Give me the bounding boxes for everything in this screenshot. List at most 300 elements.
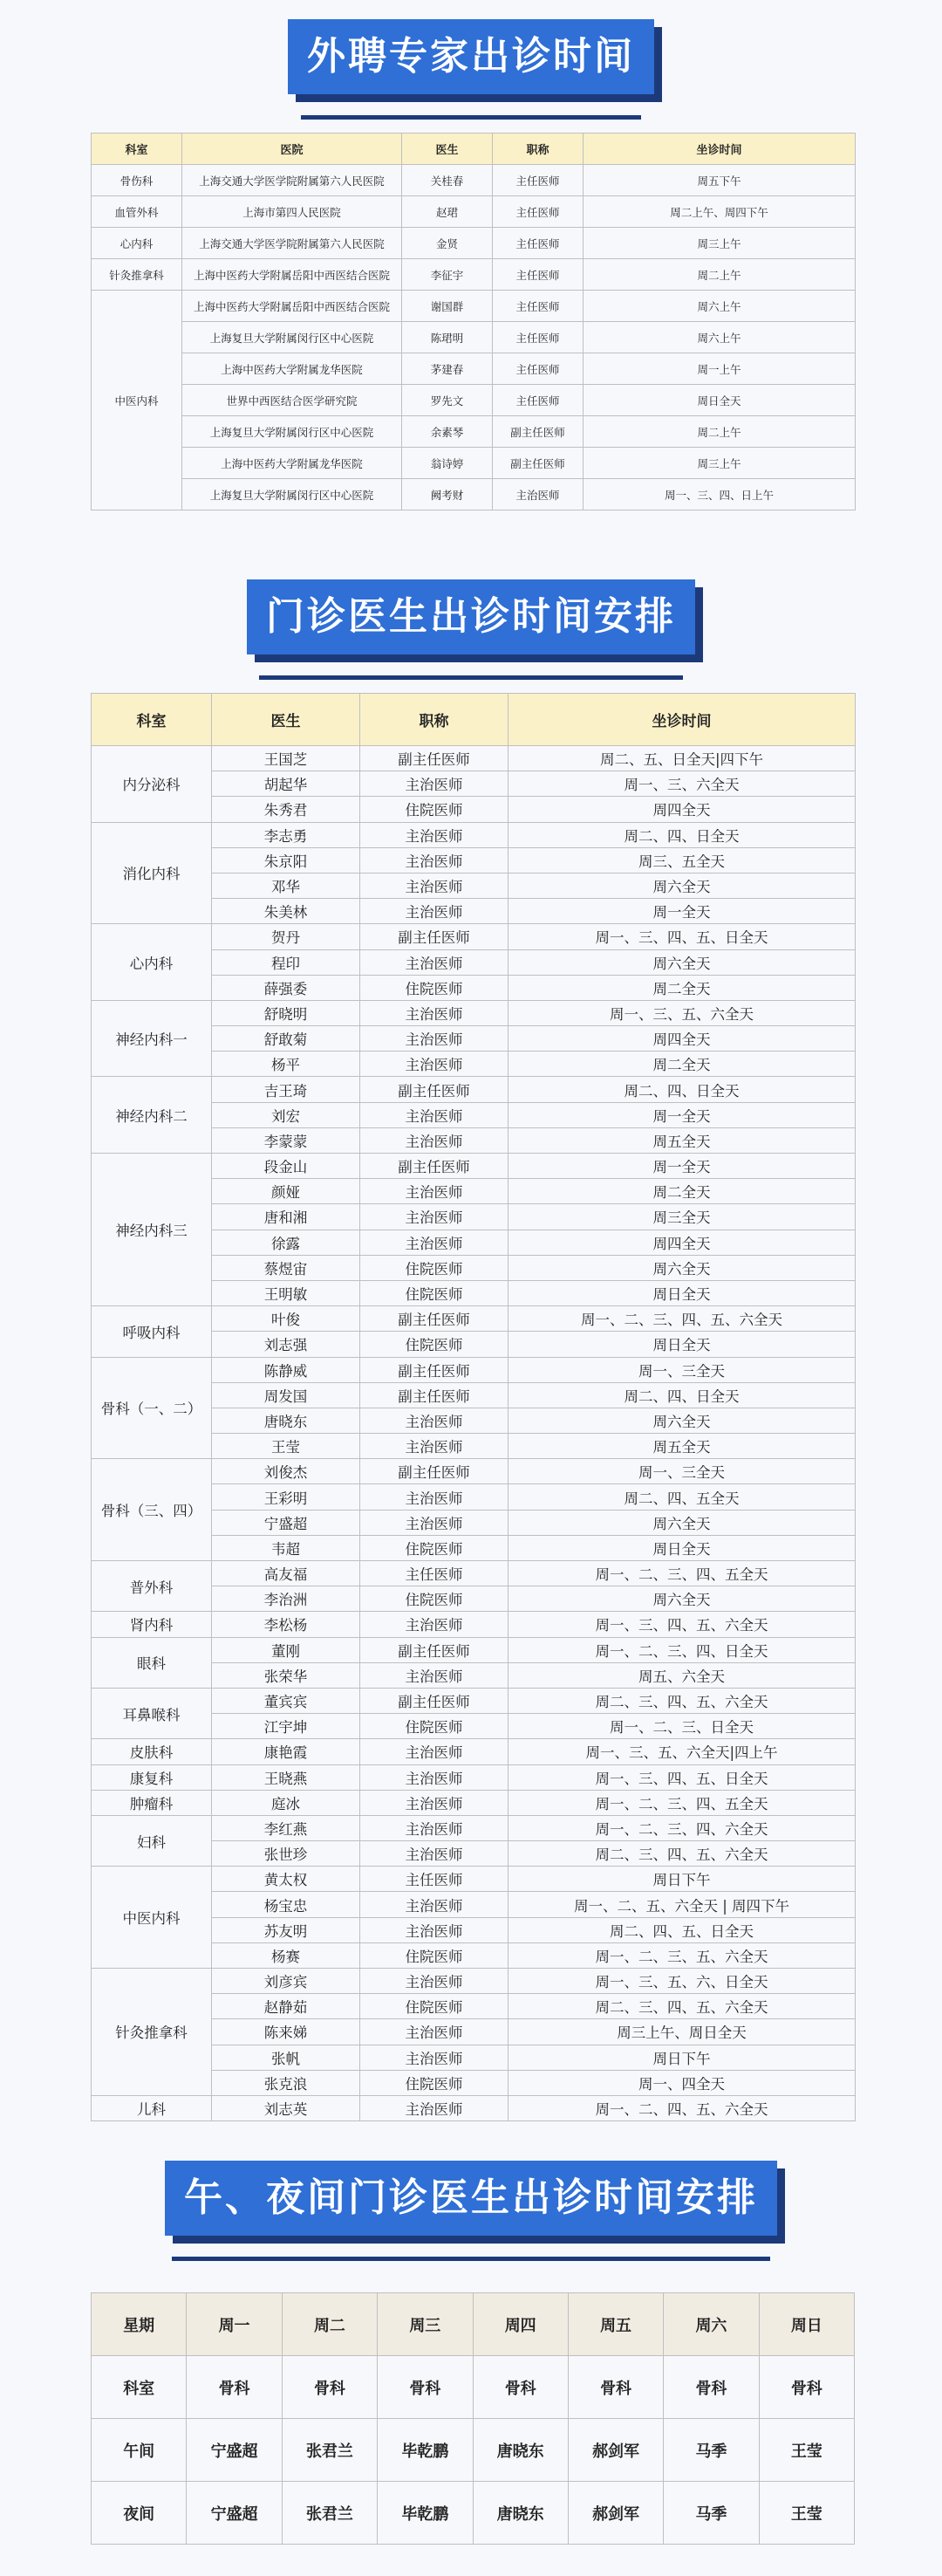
doctor-cell: 张世珍 bbox=[212, 1841, 360, 1867]
section2-title-underline bbox=[259, 675, 683, 680]
title-cell: 主治医师 bbox=[360, 1408, 509, 1433]
time-cell: 周一、三、六全天 bbox=[509, 771, 856, 797]
title-cell: 主治医师 bbox=[360, 771, 509, 797]
title-cell: 主任医师 bbox=[493, 291, 584, 322]
weekday-cell: 周一 bbox=[187, 2293, 282, 2356]
dept-cell: 皮肤科 bbox=[92, 1739, 212, 1764]
table-row bbox=[92, 1739, 856, 1764]
title-cell: 主治医师 bbox=[360, 899, 509, 924]
row-label-cell: 夜间 bbox=[92, 2482, 187, 2545]
table-row bbox=[92, 746, 856, 771]
time-cell: 周二、五、日全天|四下午 bbox=[509, 746, 856, 771]
title-cell: 主治医师 bbox=[360, 1662, 509, 1688]
doctor-cell: 蔡煜宙 bbox=[212, 1255, 360, 1280]
table-row bbox=[92, 1969, 856, 1994]
doctor-cell: 江宇坤 bbox=[212, 1714, 360, 1739]
noon-night-schedule-table bbox=[91, 2292, 855, 2545]
doctor-cell: 周发国 bbox=[212, 1382, 360, 1408]
doctor-cell: 刘俊杰 bbox=[212, 1459, 360, 1484]
table-row bbox=[92, 1357, 856, 1382]
doctor-cell: 高友福 bbox=[212, 1561, 360, 1586]
header-cell: 科室 bbox=[92, 134, 182, 165]
table-row bbox=[92, 196, 856, 228]
time-cell: 周六全天 bbox=[509, 949, 856, 975]
time-cell: 周一、二、三、日全天 bbox=[509, 1714, 856, 1739]
doctor-cell: 董宾宾 bbox=[212, 1688, 360, 1713]
title-cell: 住院医师 bbox=[360, 1994, 509, 2019]
header-cell: 科室 bbox=[92, 694, 212, 746]
title-cell: 主治医师 bbox=[360, 1969, 509, 1994]
time-cell: 周一、三、五、六、日全天 bbox=[509, 1969, 856, 1994]
doctor-cell: 程印 bbox=[212, 949, 360, 975]
title-cell: 主治医师 bbox=[360, 1204, 509, 1230]
dept-cell: 心内科 bbox=[92, 228, 182, 259]
value-cell: 张君兰 bbox=[282, 2419, 377, 2482]
external-experts-header-row bbox=[92, 134, 856, 165]
doctor-cell: 吉王琦 bbox=[212, 1077, 360, 1102]
header-cell: 医生 bbox=[402, 134, 493, 165]
table-row bbox=[92, 291, 856, 322]
time-cell: 周日全天 bbox=[509, 1535, 856, 1560]
table-row bbox=[92, 479, 856, 510]
dept-cell: 骨科（三、四） bbox=[92, 1459, 212, 1561]
external-experts-table bbox=[91, 133, 856, 510]
header-cell: 职称 bbox=[493, 134, 584, 165]
table-row bbox=[92, 1688, 856, 1713]
time-cell: 周日下午 bbox=[509, 1867, 856, 1892]
hospital-cell: 上海中医药大学附属龙华医院 bbox=[182, 448, 402, 479]
section1-title-wrap bbox=[0, 19, 942, 120]
doctor-cell: 王彩明 bbox=[212, 1484, 360, 1510]
time-cell: 周二上午、周四下午 bbox=[584, 196, 856, 228]
table-row bbox=[92, 1867, 856, 1892]
weekday-cell: 周三 bbox=[378, 2293, 473, 2356]
time-cell: 周二、三、四、五、六全天 bbox=[509, 1841, 856, 1867]
table-row bbox=[92, 1764, 856, 1790]
dept-cell: 肾内科 bbox=[92, 1612, 212, 1637]
table-row bbox=[92, 1077, 856, 1102]
doctor-cell: 韦超 bbox=[212, 1535, 360, 1560]
title-cell: 副主任医师 bbox=[493, 416, 584, 448]
header-cell: 医院 bbox=[182, 134, 402, 165]
doctor-cell: 李蒙蒙 bbox=[212, 1127, 360, 1153]
title-cell: 副主任医师 bbox=[360, 1688, 509, 1713]
time-cell: 周三、五全天 bbox=[509, 847, 856, 873]
title-cell: 副主任医师 bbox=[360, 1357, 509, 1382]
value-cell: 骨科 bbox=[568, 2356, 663, 2419]
dept-cell: 康复科 bbox=[92, 1764, 212, 1790]
dept-cell: 中医内科 bbox=[92, 1867, 212, 1969]
time-cell: 周二全天 bbox=[509, 975, 856, 1000]
time-cell: 周六上午 bbox=[584, 322, 856, 353]
time-cell: 周一、二、三、四、五、六全天 bbox=[509, 1306, 856, 1332]
title-cell: 主治医师 bbox=[360, 1739, 509, 1764]
row-label-cell: 科室 bbox=[92, 2356, 187, 2419]
time-cell: 周二上午 bbox=[584, 259, 856, 291]
title-cell: 主任医师 bbox=[360, 1561, 509, 1586]
title-cell: 主治医师 bbox=[360, 1052, 509, 1077]
time-cell: 周二全天 bbox=[509, 1052, 856, 1077]
weekday-cell: 周六 bbox=[664, 2293, 759, 2356]
section1-title: 外聘专家出诊时间 bbox=[288, 19, 654, 94]
doctor-cell: 贺丹 bbox=[212, 924, 360, 949]
time-cell: 周一、二、五、六全天 | 周四下午 bbox=[509, 1892, 856, 1917]
time-cell: 周一、二、三、四、六全天 bbox=[509, 1815, 856, 1840]
dept-cell: 普外科 bbox=[92, 1561, 212, 1612]
doctor-cell: 王晓燕 bbox=[212, 1764, 360, 1790]
value-cell: 毕乾鹏 bbox=[378, 2419, 473, 2482]
value-cell: 郝剑军 bbox=[568, 2419, 663, 2482]
doctor-cell: 陈来娣 bbox=[212, 2019, 360, 2045]
title-cell: 住院医师 bbox=[360, 1586, 509, 1612]
title-cell: 主任医师 bbox=[360, 1867, 509, 1892]
table-row bbox=[92, 2095, 856, 2120]
table-row bbox=[92, 228, 856, 259]
weekday-cell: 周日 bbox=[759, 2293, 854, 2356]
dept-cell: 神经内科三 bbox=[92, 1154, 212, 1306]
doctor-cell: 刘彦宾 bbox=[212, 1969, 360, 1994]
time-cell: 周二、四、日全天 bbox=[509, 1077, 856, 1102]
table-row bbox=[92, 1637, 856, 1662]
doctor-cell: 陈静威 bbox=[212, 1357, 360, 1382]
doctor-cell: 茅建春 bbox=[402, 353, 493, 385]
title-cell: 副主任医师 bbox=[360, 1382, 509, 1408]
dept-cell: 心内科 bbox=[92, 924, 212, 1001]
table-row bbox=[92, 2419, 855, 2482]
doctor-cell: 舒晓明 bbox=[212, 1000, 360, 1025]
table-row bbox=[92, 2356, 855, 2419]
time-cell: 周一全天 bbox=[509, 1154, 856, 1179]
dept-cell: 神经内科二 bbox=[92, 1077, 212, 1154]
time-cell: 周一上午 bbox=[584, 353, 856, 385]
doctor-cell: 关桂春 bbox=[402, 165, 493, 196]
time-cell: 周二、三、四、五、六全天 bbox=[509, 1994, 856, 2019]
title-cell: 主任医师 bbox=[493, 385, 584, 416]
doctor-cell: 金贤 bbox=[402, 228, 493, 259]
time-cell: 周二、四、日全天 bbox=[509, 822, 856, 847]
dept-cell: 骨科（一、二） bbox=[92, 1357, 212, 1459]
value-cell: 唐晓东 bbox=[473, 2482, 568, 2545]
value-cell: 马季 bbox=[664, 2419, 759, 2482]
doctor-cell: 张帆 bbox=[212, 2045, 360, 2070]
dept-cell: 儿科 bbox=[92, 2095, 212, 2120]
section1-title-underline bbox=[301, 115, 641, 120]
hospital-cell: 上海市第四人民医院 bbox=[182, 196, 402, 228]
time-cell: 周日全天 bbox=[509, 1332, 856, 1357]
section2-title-wrap bbox=[0, 579, 942, 680]
doctor-cell: 赵珺 bbox=[402, 196, 493, 228]
title-cell: 住院医师 bbox=[360, 975, 509, 1000]
weekday-label-cell: 星期 bbox=[92, 2293, 187, 2356]
doctor-cell: 杨平 bbox=[212, 1052, 360, 1077]
time-cell: 周一、二、三、五、六全天 bbox=[509, 1942, 856, 1968]
hospital-cell: 上海交通大学医学院附属第六人民医院 bbox=[182, 165, 402, 196]
doctor-cell: 李志勇 bbox=[212, 822, 360, 847]
table-row bbox=[92, 1000, 856, 1025]
doctor-cell: 舒敢菊 bbox=[212, 1026, 360, 1052]
title-cell: 副主任医师 bbox=[360, 1459, 509, 1484]
hospital-cell: 上海中医药大学附属岳阳中西医结合医院 bbox=[182, 259, 402, 291]
time-cell: 周一、二、三、四、日全天 bbox=[509, 1637, 856, 1662]
title-cell: 主治医师 bbox=[360, 847, 509, 873]
value-cell: 毕乾鹏 bbox=[378, 2482, 473, 2545]
hospital-cell: 上海中医药大学附属龙华医院 bbox=[182, 353, 402, 385]
weekday-cell: 周四 bbox=[473, 2293, 568, 2356]
title-cell: 主治医师 bbox=[360, 1102, 509, 1127]
value-cell: 骨科 bbox=[378, 2356, 473, 2419]
title-cell: 主治医师 bbox=[360, 1484, 509, 1510]
time-cell: 周六全天 bbox=[509, 1255, 856, 1280]
time-cell: 周一、二、三、四、五全天 bbox=[509, 1790, 856, 1815]
doctor-cell: 张克浪 bbox=[212, 2070, 360, 2095]
time-cell: 周二上午 bbox=[584, 416, 856, 448]
title-cell: 住院医师 bbox=[360, 1280, 509, 1305]
time-cell: 周一、二、三、四、五全天 bbox=[509, 1561, 856, 1586]
value-cell: 马季 bbox=[664, 2482, 759, 2545]
doctor-cell: 谢国群 bbox=[402, 291, 493, 322]
title-cell: 主治医师 bbox=[360, 1764, 509, 1790]
table-row bbox=[92, 1306, 856, 1332]
time-cell: 周四全天 bbox=[509, 1026, 856, 1052]
table-row bbox=[92, 385, 856, 416]
section2-title: 门诊医生出诊时间安排 bbox=[247, 579, 695, 654]
title-cell: 住院医师 bbox=[360, 1535, 509, 1560]
title-cell: 主任医师 bbox=[493, 228, 584, 259]
value-cell: 郝剑军 bbox=[568, 2482, 663, 2545]
title-cell: 主治医师 bbox=[360, 2095, 509, 2120]
time-cell: 周一、三、四、五、六全天 bbox=[509, 1612, 856, 1637]
doctor-cell: 庭冰 bbox=[212, 1790, 360, 1815]
table-row bbox=[92, 1790, 856, 1815]
title-cell: 主治医师 bbox=[360, 1179, 509, 1204]
table-row bbox=[92, 924, 856, 949]
time-cell: 周六全天 bbox=[509, 1586, 856, 1612]
time-cell: 周一、三、五、六全天|四上午 bbox=[509, 1739, 856, 1764]
table-row bbox=[92, 1459, 856, 1484]
title-cell: 副主任医师 bbox=[360, 1306, 509, 1332]
doctor-cell: 翁诗婷 bbox=[402, 448, 493, 479]
table-row bbox=[92, 1815, 856, 1840]
title-cell: 住院医师 bbox=[360, 1942, 509, 1968]
header-cell: 职称 bbox=[360, 694, 509, 746]
title-cell: 副主任医师 bbox=[360, 1637, 509, 1662]
title-cell: 主治医师 bbox=[360, 1612, 509, 1637]
doctor-cell: 苏友明 bbox=[212, 1917, 360, 1942]
title-cell: 主治医师 bbox=[360, 1127, 509, 1153]
table-row bbox=[92, 165, 856, 196]
value-cell: 宁盛超 bbox=[187, 2482, 282, 2545]
title-cell: 主治医师 bbox=[493, 479, 584, 510]
value-cell: 骨科 bbox=[187, 2356, 282, 2419]
dept-cell: 眼科 bbox=[92, 1637, 212, 1688]
header-cell: 坐诊时间 bbox=[509, 694, 856, 746]
hospital-cell: 上海复旦大学附属闵行区中心医院 bbox=[182, 322, 402, 353]
hospital-cell: 上海复旦大学附属闵行区中心医院 bbox=[182, 479, 402, 510]
doctor-cell: 唐和湘 bbox=[212, 1204, 360, 1230]
noon-night-header-row bbox=[92, 2293, 855, 2356]
time-cell: 周二、四、五、日全天 bbox=[509, 1917, 856, 1942]
doctor-cell: 黄太权 bbox=[212, 1867, 360, 1892]
time-cell: 周一、三、四、五、日全天 bbox=[509, 924, 856, 949]
time-cell: 周二全天 bbox=[509, 1179, 856, 1204]
time-cell: 周三上午 bbox=[584, 228, 856, 259]
time-cell: 周五全天 bbox=[509, 1434, 856, 1459]
dept-cell: 呼吸内科 bbox=[92, 1306, 212, 1357]
outpatient-schedule-header-row bbox=[92, 694, 856, 746]
doctor-cell: 邓华 bbox=[212, 873, 360, 898]
time-cell: 周一、三全天 bbox=[509, 1459, 856, 1484]
doctor-cell: 王莹 bbox=[212, 1434, 360, 1459]
value-cell: 宁盛超 bbox=[187, 2419, 282, 2482]
dept-cell: 内分泌科 bbox=[92, 746, 212, 823]
table-row bbox=[92, 1154, 856, 1179]
table-row bbox=[92, 322, 856, 353]
doctor-cell: 李松杨 bbox=[212, 1612, 360, 1637]
doctor-cell: 胡起华 bbox=[212, 771, 360, 797]
title-cell: 主治医师 bbox=[360, 1917, 509, 1942]
outpatient-schedule-table bbox=[91, 693, 856, 2121]
title-cell: 主任医师 bbox=[493, 165, 584, 196]
doctor-cell: 刘宏 bbox=[212, 1102, 360, 1127]
title-cell: 主治医师 bbox=[360, 1510, 509, 1535]
doctor-cell: 李征宇 bbox=[402, 259, 493, 291]
doctor-cell: 阙考财 bbox=[402, 479, 493, 510]
time-cell: 周二、四、日全天 bbox=[509, 1382, 856, 1408]
table-row bbox=[92, 448, 856, 479]
time-cell: 周三全天 bbox=[509, 1204, 856, 1230]
title-cell: 主治医师 bbox=[360, 1000, 509, 1025]
time-cell: 周五全天 bbox=[509, 1127, 856, 1153]
time-cell: 周一、三、四、五、日全天 bbox=[509, 1764, 856, 1790]
hospital-cell: 世界中西医结合医学研究院 bbox=[182, 385, 402, 416]
doctor-cell: 叶俊 bbox=[212, 1306, 360, 1332]
title-cell: 主治医师 bbox=[360, 949, 509, 975]
time-cell: 周二、三、四、五、六全天 bbox=[509, 1688, 856, 1713]
header-cell: 医生 bbox=[212, 694, 360, 746]
value-cell: 王莹 bbox=[759, 2482, 854, 2545]
doctor-cell: 余素琴 bbox=[402, 416, 493, 448]
doctor-cell: 刘志强 bbox=[212, 1332, 360, 1357]
title-cell: 主治医师 bbox=[360, 1434, 509, 1459]
value-cell: 骨科 bbox=[664, 2356, 759, 2419]
dept-cell: 肿瘤科 bbox=[92, 1790, 212, 1815]
value-cell: 骨科 bbox=[282, 2356, 377, 2419]
title-cell: 主治医师 bbox=[360, 1026, 509, 1052]
time-cell: 周日全天 bbox=[509, 1280, 856, 1305]
time-cell: 周五下午 bbox=[584, 165, 856, 196]
time-cell: 周一全天 bbox=[509, 1102, 856, 1127]
doctor-cell: 唐晓东 bbox=[212, 1408, 360, 1433]
table-row bbox=[92, 1561, 856, 1586]
title-cell: 住院医师 bbox=[360, 1714, 509, 1739]
table-row bbox=[92, 353, 856, 385]
table-row bbox=[92, 822, 856, 847]
doctor-cell: 杨宝忠 bbox=[212, 1892, 360, 1917]
title-cell: 主治医师 bbox=[360, 1230, 509, 1255]
dept-cell: 耳鼻喉科 bbox=[92, 1688, 212, 1738]
title-cell: 副主任医师 bbox=[493, 448, 584, 479]
title-cell: 副主任医师 bbox=[360, 1154, 509, 1179]
dept-cell: 骨伤科 bbox=[92, 165, 182, 196]
doctor-cell: 李治洲 bbox=[212, 1586, 360, 1612]
title-cell: 主治医师 bbox=[360, 2045, 509, 2070]
table-row bbox=[92, 2482, 855, 2545]
title-cell: 副主任医师 bbox=[360, 1077, 509, 1102]
dept-cell: 针灸推拿科 bbox=[92, 259, 182, 291]
time-cell: 周日下午 bbox=[509, 2045, 856, 2070]
doctor-cell: 刘志英 bbox=[212, 2095, 360, 2120]
doctor-cell: 朱秀君 bbox=[212, 797, 360, 822]
value-cell: 王莹 bbox=[759, 2419, 854, 2482]
title-cell: 主任医师 bbox=[493, 259, 584, 291]
time-cell: 周一、四全天 bbox=[509, 2070, 856, 2095]
value-cell: 骨科 bbox=[473, 2356, 568, 2419]
time-cell: 周一、二、四、五、六全天 bbox=[509, 2095, 856, 2120]
row-label-cell: 午间 bbox=[92, 2419, 187, 2482]
doctor-cell: 王国芝 bbox=[212, 746, 360, 771]
time-cell: 周四全天 bbox=[509, 1230, 856, 1255]
hospital-cell: 上海交通大学医学院附属第六人民医院 bbox=[182, 228, 402, 259]
dept-cell: 神经内科一 bbox=[92, 1000, 212, 1077]
doctor-cell: 颜娅 bbox=[212, 1179, 360, 1204]
title-cell: 主任医师 bbox=[493, 196, 584, 228]
doctor-cell: 陈珺明 bbox=[402, 322, 493, 353]
doctor-cell: 董刚 bbox=[212, 1637, 360, 1662]
dept-cell: 消化内科 bbox=[92, 822, 212, 924]
doctor-cell: 张荣华 bbox=[212, 1662, 360, 1688]
title-cell: 住院医师 bbox=[360, 2070, 509, 2095]
time-cell: 周六上午 bbox=[584, 291, 856, 322]
title-cell: 副主任医师 bbox=[360, 924, 509, 949]
dept-cell: 中医内科 bbox=[92, 291, 182, 510]
time-cell: 周四全天 bbox=[509, 797, 856, 822]
time-cell: 周六全天 bbox=[509, 1408, 856, 1433]
section3-title-wrap bbox=[0, 2161, 942, 2261]
dept-cell: 妇科 bbox=[92, 1815, 212, 1866]
value-cell: 张君兰 bbox=[282, 2482, 377, 2545]
time-cell: 周一、三、四、日上午 bbox=[584, 479, 856, 510]
value-cell: 唐晓东 bbox=[473, 2419, 568, 2482]
table-row bbox=[92, 1612, 856, 1637]
doctor-cell: 薛强委 bbox=[212, 975, 360, 1000]
doctor-cell: 杨赛 bbox=[212, 1942, 360, 1968]
doctor-cell: 赵静茹 bbox=[212, 1994, 360, 2019]
title-cell: 主治医师 bbox=[360, 1892, 509, 1917]
doctor-cell: 朱美林 bbox=[212, 899, 360, 924]
title-cell: 主任医师 bbox=[493, 322, 584, 353]
title-cell: 主治医师 bbox=[360, 822, 509, 847]
doctor-cell: 李红燕 bbox=[212, 1815, 360, 1840]
title-cell: 住院医师 bbox=[360, 1332, 509, 1357]
doctor-cell: 段金山 bbox=[212, 1154, 360, 1179]
section3-title-underline bbox=[172, 2257, 770, 2261]
title-cell: 主治医师 bbox=[360, 2019, 509, 2045]
dept-cell: 针灸推拿科 bbox=[92, 1969, 212, 2096]
title-cell: 主治医师 bbox=[360, 1790, 509, 1815]
value-cell: 骨科 bbox=[759, 2356, 854, 2419]
title-cell: 主治医师 bbox=[360, 1841, 509, 1867]
time-cell: 周五、六全天 bbox=[509, 1662, 856, 1688]
title-cell: 主治医师 bbox=[360, 1815, 509, 1840]
weekday-cell: 周五 bbox=[568, 2293, 663, 2356]
time-cell: 周日全天 bbox=[584, 385, 856, 416]
doctor-cell: 徐露 bbox=[212, 1230, 360, 1255]
header-cell: 坐诊时间 bbox=[584, 134, 856, 165]
time-cell: 周一、三全天 bbox=[509, 1357, 856, 1382]
table-row bbox=[92, 416, 856, 448]
time-cell: 周三上午 bbox=[584, 448, 856, 479]
table-row bbox=[92, 259, 856, 291]
